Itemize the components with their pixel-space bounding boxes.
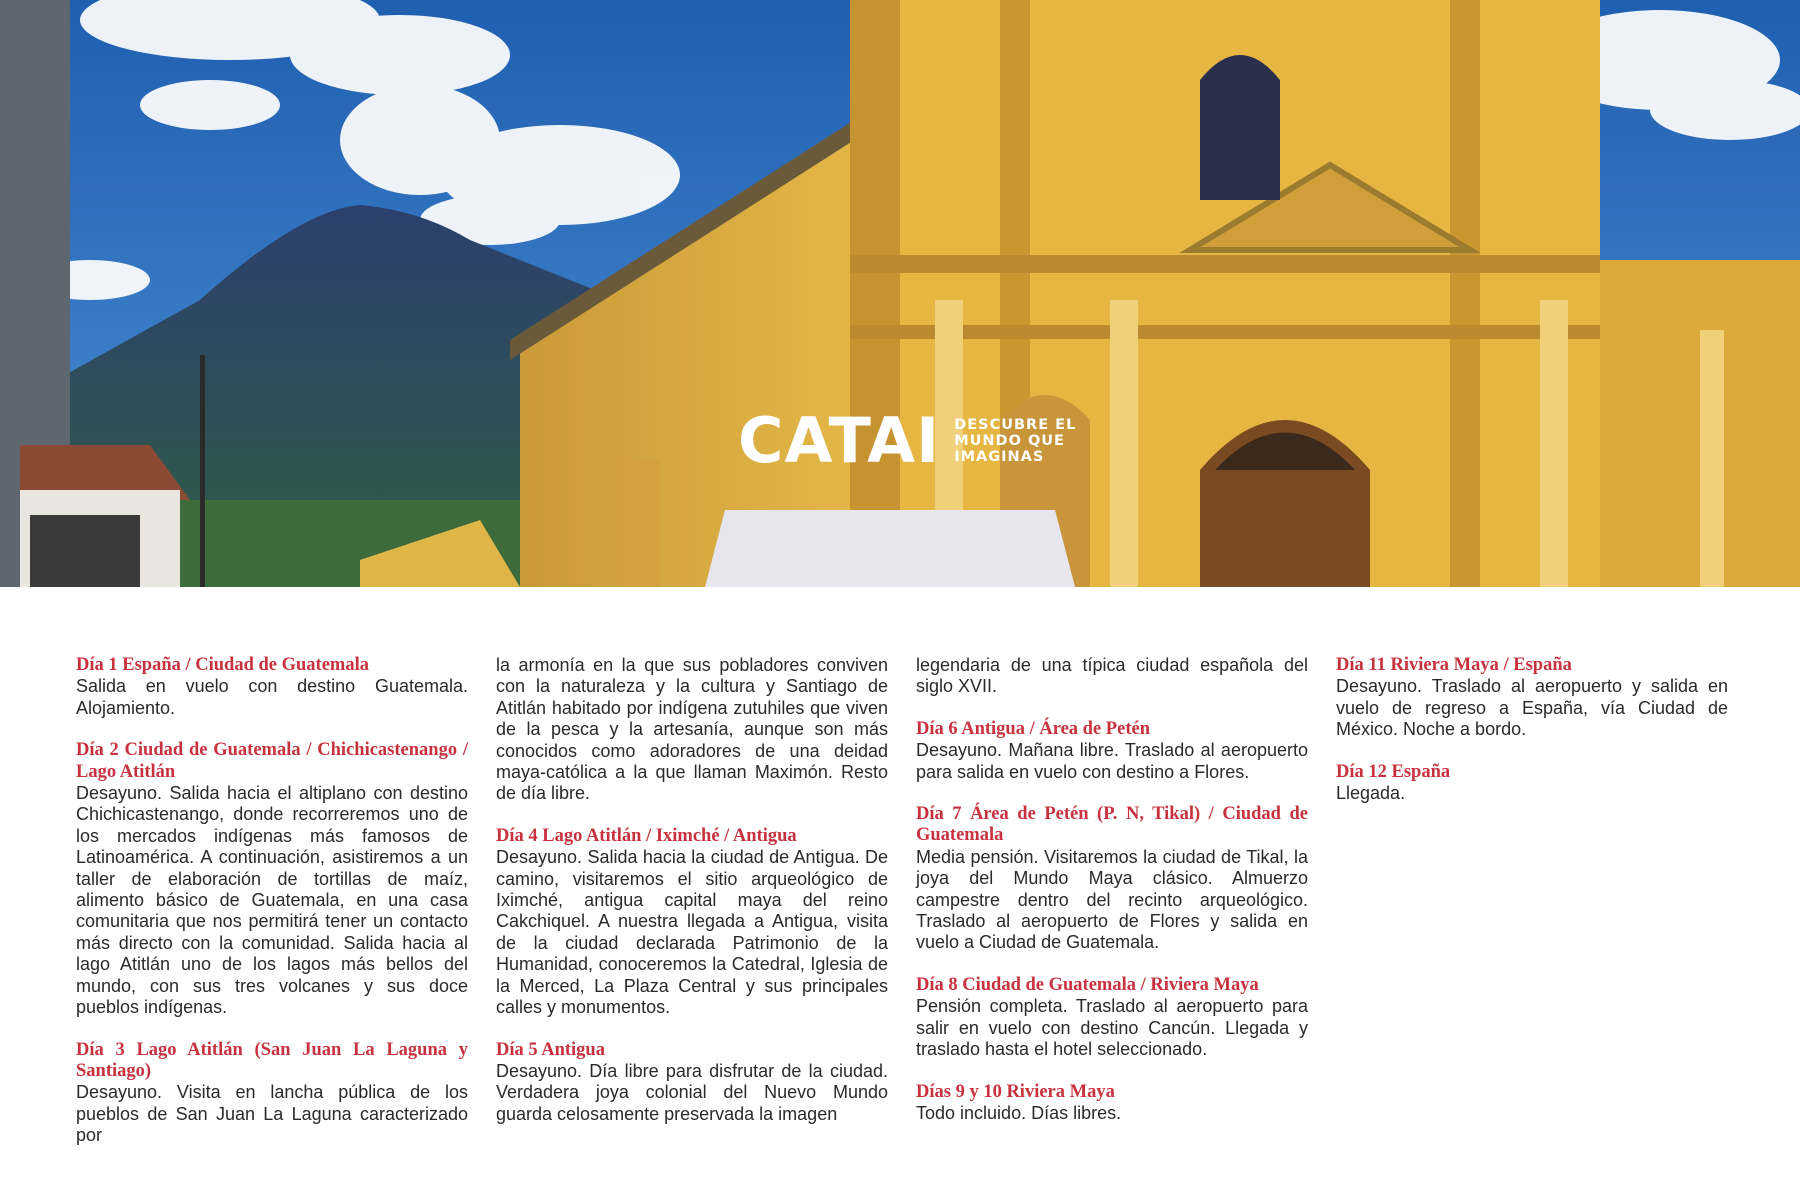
- itinerary-column-3: [916, 655, 1308, 1145]
- itinerary-column-4: [1336, 655, 1728, 825]
- day-title: Día 6 Antigua / Área de Petén: [916, 718, 1150, 739]
- day-entry: [76, 740, 468, 1018]
- day-description: Desayuno. Traslado al aeropuerto y salida en vuelo de regreso a España, vía Ciudad de México. Noche a bordo.: [1336, 676, 1728, 740]
- day-title: Día 11 Riviera Maya / España: [1336, 655, 1572, 675]
- continued-text: legendaria de una típica ciudad española del siglo XVII.: [916, 655, 1308, 697]
- tagline-line: IMAGINAS: [954, 449, 1045, 465]
- catai-logo: [738, 404, 1077, 477]
- day-title: Día 5 Antigua: [496, 1039, 605, 1060]
- brand-name: CATAI: [738, 404, 941, 477]
- antigua-church-illustration: [0, 0, 1800, 587]
- day-entry: [916, 975, 1308, 1061]
- day-entry: [76, 1040, 468, 1147]
- day-entry: [916, 804, 1308, 954]
- day-title: Día 7 Área de Petén (P. N, Tikal) / Ciudad de Guatemala: [916, 804, 1308, 846]
- day-entry: [76, 655, 468, 719]
- day-title: Día 12 España: [1336, 761, 1451, 782]
- day-title: Día 1 España / Ciudad de Guatemala: [76, 655, 369, 675]
- day-entry: [916, 719, 1308, 783]
- day-title: Días 9 y 10 Riviera Maya: [916, 1081, 1115, 1102]
- hero-photo: [0, 0, 1800, 587]
- itinerary-column-1: [76, 655, 468, 1168]
- day-entry: [1336, 762, 1728, 805]
- day-description: Media pensión. Visitaremos la ciudad de Tikal, la joya del Mundo Maya clásico. Almuerzo campestre dentro del recinto arqueológico. Traslado al aeropuerto de Flores y salida en vuelo a Ciudad de Guatemala.: [916, 846, 1308, 953]
- tagline-line: DESCUBRE EL: [954, 417, 1077, 433]
- day-title: Día 8 Ciudad de Guatemala / Riviera Maya: [916, 974, 1259, 995]
- day-title: Día 4 Lago Atitlán / Iximché / Antigua: [496, 825, 797, 846]
- day-title: Día 3 Lago Atitlán (San Juan La Laguna y Santiago): [76, 1039, 468, 1081]
- day-description: Pensión completa. Traslado al aeropuerto para salir en vuelo con destino Cancún. Llegada y traslado hasta el hotel seleccionado.: [916, 996, 1308, 1060]
- day-entry: [1336, 655, 1728, 741]
- day-entry: [916, 1082, 1308, 1125]
- day-description: Todo incluido. Días libres.: [916, 1102, 1122, 1123]
- itinerary: [0, 655, 1800, 1200]
- itinerary-column-2: [496, 655, 888, 1146]
- tagline-line: MUNDO QUE: [954, 433, 1065, 449]
- day-title: Día 2 Ciudad de Guatemala / Chichicastenango / Lago Atitlán: [76, 740, 468, 782]
- day-entry: [496, 826, 888, 1019]
- day-description: Salida en vuelo con destino Guatemala. Alojamiento.: [76, 676, 468, 718]
- day-description: Llegada.: [1336, 783, 1406, 804]
- day-description: Desayuno. Visita en lancha pública de los pueblos de San Juan La Laguna caracterizado por: [76, 1082, 468, 1146]
- day-description: Desayuno. Salida hacia la ciudad de Antigua. De camino, visitaremos el sitio arqueológico de Iximché, antigua capital maya del reino Cakchiquel. A nuestra llegada a Antigua, visita de la ciudad declarada Patrimonio de la Humanidad, conoceremos la Catedral, Iglesia de la Merced, La Plaza Central y sus principales calles y monumentos.: [496, 847, 888, 1018]
- day-description: Desayuno. Mañana libre. Traslado al aeropuerto para salida en vuelo con destino a Flores.: [916, 740, 1308, 782]
- brand-tagline: [954, 417, 1076, 465]
- day-entry: [496, 1040, 888, 1126]
- day-description: Desayuno. Día libre para disfrutar de la ciudad. Verdadera joya colonial del Nuevo Mundo guarda celosamente preservada la imagen: [496, 1060, 888, 1124]
- continued-text: la armonía en la que sus pobladores conviven con la naturaleza y la cultura y Santiago de Atitlán habitado por indígena zutuhiles que viven de la pesca y la artesanía, aunque son más conocidos como adoradores de una deidad maya-católica a la que llaman Maximón. Resto de día libre.: [496, 655, 888, 804]
- day-description: Desayuno. Salida hacia el altiplano con destino Chichicastenango, donde recorreremos uno de los mercados indígenas más famosos de Latinoamérica. A continuación, asistiremos a un taller de elaboración de tortillas de maíz, alimento básico de Guatemala, en una casa comunitaria que nos permitirá tener un contacto más directo con la comunidad. Salida hacia al lago Atitlán uno de los lagos más bellos del mundo, con sus tres volcanes y sus doce pueblos indígenas.: [76, 783, 468, 1018]
